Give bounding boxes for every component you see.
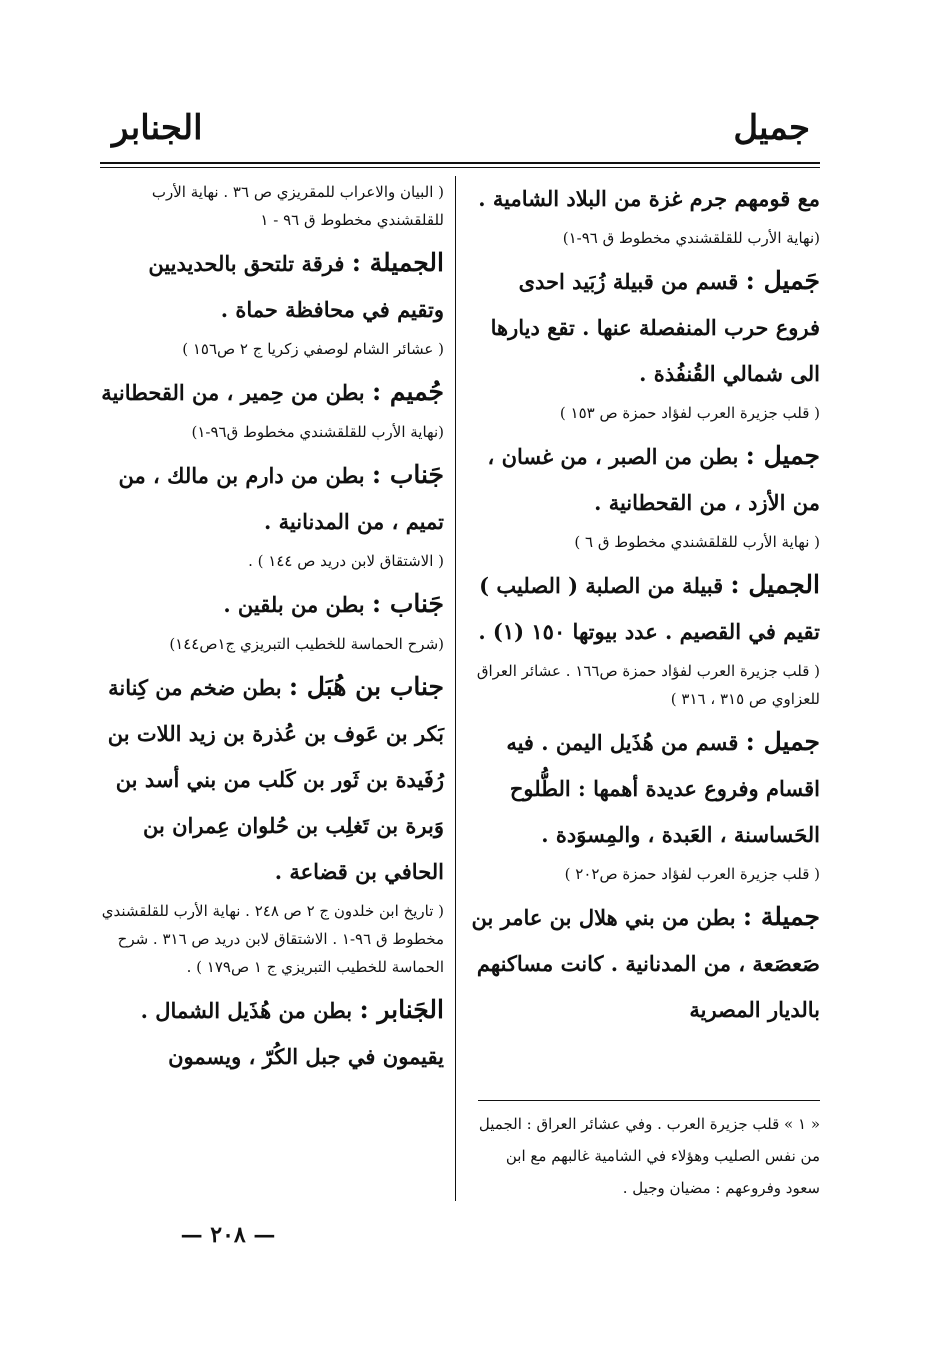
entry-text: قسم من قبيلة زُبَيد احدى فروع حرب المنفصلة عنها . تقع ديارها الى شمالي القُنفُذة . [490, 269, 820, 386]
entry-source: ( قلب جزيرة العرب لفؤاد حمزة ص١٦٦ . عشائر العراق للعزاوي ص ٣١٥ ، ٣١٦ ) [476, 662, 820, 708]
entry-source: (شرح الحماسة للخطيب التبريزي ج١ص١٤٤) [169, 635, 444, 653]
entry-text: بطن من الصبر ، من غسان ، من الأزد ، من القحطانية . [487, 444, 820, 515]
entry-text: بطن من حِمير ، من القحطانية [101, 380, 365, 405]
entry [100, 987, 444, 1080]
left-column [100, 176, 444, 1080]
entry-headword: جَناب : [371, 589, 444, 618]
column-divider [455, 176, 456, 1201]
entry [468, 562, 820, 655]
entry-headword: جميل : [745, 727, 820, 756]
footnote-rule [478, 1100, 820, 1101]
entry [468, 258, 820, 397]
entry [468, 894, 820, 1033]
entry-headword: جَميل : [745, 266, 820, 295]
entry-headword: الجميلة : [351, 248, 444, 277]
intro-text: مع قومهم جرم غزة من البلاد الشامية . [478, 186, 820, 211]
entry-text: بطن ضخم من كِنانة بَكر بن عَوف بن عُذرة بن زيد اللات بن رُفَيدة بن ثَور بن كَلب من بني أسد بن وَبرة بن تَغلِب بن حُلوان عِمران بن الحافي بن قضاعة . [107, 675, 444, 884]
entry [100, 664, 444, 895]
entry [100, 240, 444, 333]
entry-source: (نهاية الأرب للقلقشندي مخطوط ق٩٦-١) [191, 423, 444, 441]
page-header-right: جميل [733, 108, 810, 148]
entry [468, 433, 820, 526]
header-rule-thin [100, 167, 820, 168]
page-number: — ٢٠٨ — [180, 1222, 276, 1248]
entry-headword: جناب بن هُبَل : [288, 672, 444, 701]
entry-source: ( الاشتقاق لابن دريد ص ١٤٤ ) . [248, 552, 444, 570]
right-column [468, 176, 820, 1033]
entry-text: بطن من بلقين . [223, 592, 365, 617]
entry-text: فرقة تلتحق بالحديديين وتقيم في محافظة حماة . [148, 251, 444, 322]
header-rule [100, 162, 820, 164]
entry [468, 719, 820, 858]
footnote: « ١ » قلب جزيرة العرب . وفي عشائر العراق : الجميل من نفس الصليب وهؤلاء في الشامية غالبهم مع ابن سعود وفروعهم : مضيان وجيل . [478, 1115, 820, 1197]
entry-headword: الجميل : [730, 570, 820, 599]
entry-source: ( تاريخ ابن خلدون ج ٢ ص ٢٤٨ . نهاية الأرب للقلقشندي مخطوط ق ٩٦-١ . الاشتقاق لابن دريد ص ٣١٦ . شرح الحماسة للخطيب التبريزي ج ١ ص١٧٩ ) . [101, 902, 444, 976]
entry-source: ( عشائر الشام لوصفي زكريا ج ٢ ص١٥٦ ) [182, 340, 444, 358]
entry-text: بطن من هُذَيل الشمال . يقيمون في جبل الكُرّ ، ويسمون [140, 998, 444, 1069]
entry-headword: جميلة : [742, 902, 820, 931]
entry-source: ( قلب جزيرة العرب لفؤاد حمزة ص٢٠٢ ) [564, 865, 820, 883]
entry [100, 369, 444, 416]
intro-source: ( البيان والاعراب للمقريزي ص ٣٦ . نهاية الأرب للقلقشندي مخطوط ق ٩٦ - ١ [151, 183, 444, 229]
entry-text: بطن من دارم بن مالك ، من تميم ، من المدنانية . [118, 463, 444, 534]
entry-headword: الجَنابر : [359, 995, 444, 1024]
entry-source: ( قلب جزيرة العرب لفؤاد حمزة ص ١٥٣ ) [559, 404, 820, 422]
intro-source: (نهاية الأرب للقلقشندي مخطوط ق ٩٦-١) [562, 229, 820, 247]
entry-text: قسم من هُذَيل اليمن . فيه اقسام وفروع عديدة أهمها : الطُّلوح الحَساسنة ، العَبدة ، والمِسوَدة . [506, 730, 820, 847]
entry-headword: جميل : [745, 441, 820, 470]
entry [100, 452, 444, 545]
entry-text: قبيلة من الصلبة ( الصليب ) تقيم في القصيم . عدد بيوتها ١٥٠ (١) . [478, 573, 820, 644]
entry-source: ( نهاية الأرب للقلقشندي مخطوط ق ٦ ) [574, 533, 820, 551]
entry-headword: جَناب : [371, 460, 444, 489]
entry-headword: جُميم : [371, 377, 444, 406]
entry [100, 581, 444, 628]
entry-text: بطن من بني هلال بن عامر بن صَعصَعة ، من المدنانية . كانت مساكنهم بالديار المصرية [471, 905, 820, 1022]
page-header-left: الجنابر [112, 108, 203, 148]
